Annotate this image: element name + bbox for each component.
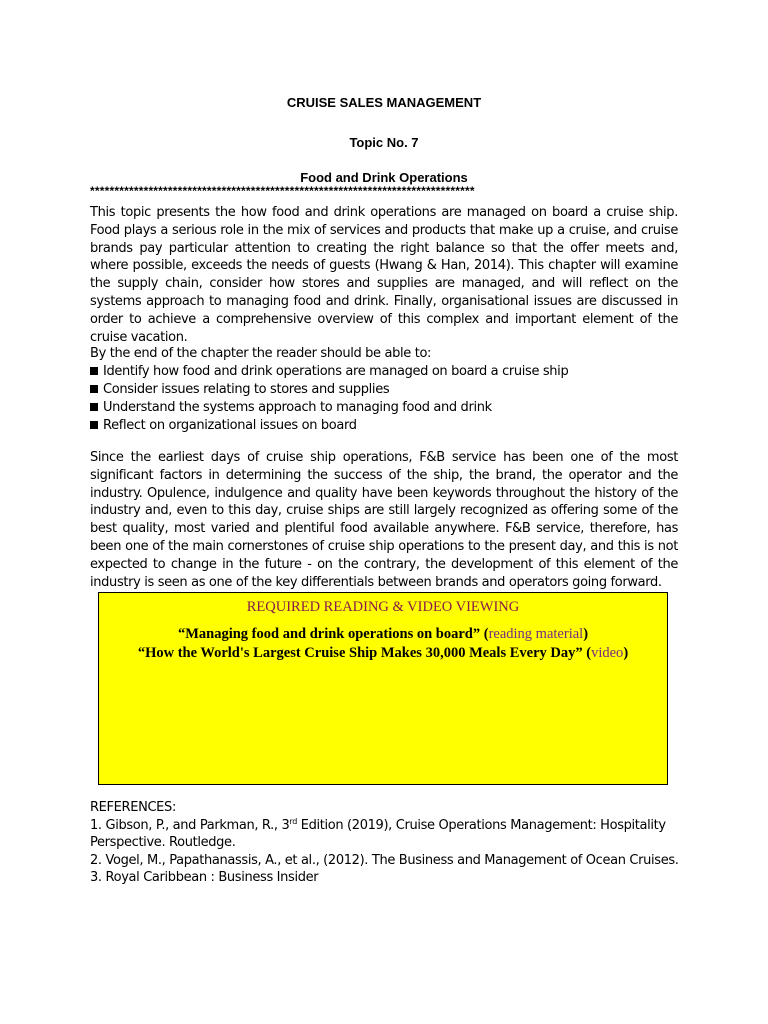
history-paragraph: Since the earliest days of cruise ship operations, F&B service has been one of the most significant factors in determining the success of the ship, the brand, the operator and the industry. Opulence, indulgence and quality have been keywords throughout the history of the industry and, even to this day, cruise ships are still largely recognized as offering some of the best quality, most varied and plentiful food available anywhere. F&B service, therefore, has been one of the main cornerstones of cruise ship operations to the present day, and this is not expected to change in the future - on the contrary, the development of this element of the industry is seen as one of the key differentials between brands and operators going forward.	[90, 450, 678, 590]
square-bullet-icon	[90, 385, 98, 393]
video-line	[99, 644, 667, 662]
required-reading-title: REQUIRED READING & VIDEO VIEWING	[246, 599, 520, 615]
video-paren-open: (	[582, 645, 592, 661]
reading-material-link[interactable]: reading material	[488, 626, 584, 642]
reading-title: “Managing food and drink operations on board”	[177, 626, 481, 642]
reference-item: 2. Vogel, M., Papathanassis, A., et al., (2012). The Business and Management of Ocean Cruises.	[90, 852, 679, 868]
reference-item	[90, 817, 710, 835]
references-heading: REFERENCES:	[90, 800, 176, 815]
topic-number: Topic No. 7	[349, 135, 419, 150]
references-section	[90, 799, 710, 887]
video-link[interactable]: video	[591, 645, 624, 661]
reference-text: Edition (2019), Cruise Operations Management: Hospitality	[296, 817, 666, 833]
square-bullet-icon	[90, 421, 98, 429]
separator-line: *******************************************************************************	[90, 184, 475, 198]
list-item	[90, 399, 690, 417]
square-bullet-icon	[90, 403, 98, 411]
list-item	[90, 363, 690, 381]
required-reading-box	[98, 592, 668, 785]
course-title: CRUISE SALES MANAGEMENT	[286, 95, 482, 110]
reading-paren-open: (	[480, 626, 489, 642]
list-item	[90, 417, 690, 435]
video-title: “How the World's Largest Cruise Ship Makes 30,000 Meals Every Day”	[137, 645, 583, 661]
square-bullet-icon	[90, 367, 98, 375]
topic-title: Food and Drink Operations	[300, 170, 468, 185]
reference-item: 3. Royal Caribbean : Business Insider	[90, 870, 319, 886]
reading-line	[99, 625, 667, 643]
reference-item-continued: Perspective. Routledge.	[90, 835, 236, 851]
objective-text: Identify how food and drink operations are managed on board a cruise ship	[103, 364, 569, 379]
list-item	[90, 381, 690, 399]
objective-text: Understand the systems approach to managing food and drink	[103, 400, 492, 415]
objectives-lead-in: By the end of the chapter the reader should be able to:	[90, 346, 432, 361]
reading-paren-close: )	[583, 626, 589, 642]
reference-text: 1. Gibson, P., and Parkman, R., 3	[90, 817, 290, 833]
reference-superscript: rd	[289, 816, 297, 826]
objectives-list	[90, 345, 690, 435]
video-paren-close: )	[623, 645, 629, 661]
objective-text: Reflect on organizational issues on board	[103, 418, 357, 433]
objective-text: Consider issues relating to stores and supplies	[103, 382, 390, 397]
intro-paragraph: This topic presents the how food and drink operations are managed on board a cruise ship. Food plays a serious role in the mix of services and products that make up a cruise, and cruise brands pay particular attention to creating the right balance so that the offer meets and, where possible, exceeds the needs of guests (Hwang & Han, 2014). This chapter will examine the supply chain, consider how stores and supplies are managed, and will reflect on the systems approach to managing food and drink. Finally, organisational issues are discussed in order to achieve a comprehensive overview of this complex and important element of the cruise vacation.	[90, 205, 678, 345]
